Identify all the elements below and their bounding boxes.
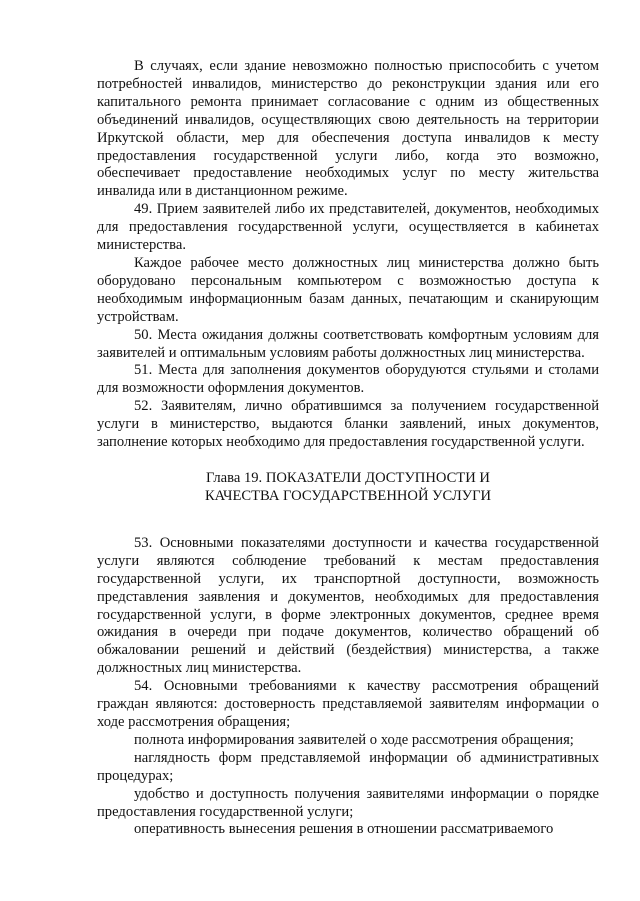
paragraph-building-adaptation: В случаях, если здание невозможно полностью приспособить с учетом потребностей инвалидов, министерство до реконструкции здания или его капитального ремонта принимает согласование с одним из общественных объединений инвалидов, осуществляющих свою деятельность на территории Иркутской области, мер для обеспечения доступа инвалидов к месту предоставления государственной услуги либо, когда это возможно, обеспечивает предоставление необходимых услуг по месту жительства инвалида или в дистанционном режиме. [97,58,599,200]
paragraph-52: 52. Заявителям, лично обратившимся за получением государственной услуги в министерство, выдаются бланки заявлений, иных документов, заполнение которых необходимо для предоставления государственной услуги. [97,398,599,451]
paragraph-51: 51. Места для заполнения документов оборудуются стульями и столами для возможности оформления документов. [97,362,599,397]
chapter-heading-line-2: КАЧЕСТВА ГОСУДАРСТВЕННОЙ УСЛУГИ [204,487,492,504]
list-item-efficiency: оперативность вынесения решения в отношении рассматриваемого [134,821,554,838]
chapter-heading [97,469,599,505]
document-page [97,58,599,839]
paragraph-workplace: Каждое рабочее место должностных лиц министерства должно быть оборудовано персональным компьютером с возможностью доступа к необходимым информационным базам данных, печатающим и сканирующим устройствам. [97,254,599,325]
list-item-convenience: удобство и доступность получения заявителями информации о порядке предоставления государственной услуги; [97,785,599,820]
paragraph-50: 50. Места ожидания должны соответствовать комфортным условиям для заявителей и оптимальным условиям работы должностных лиц министерства. [97,326,599,361]
list-item-completeness: полнота информирования заявителей о ходе рассмотрения обращения; [134,731,574,748]
list-item-clarity: наглядность форм представляемой информации об административных процедурах; [97,749,599,784]
chapter-heading-line-1: Глава 19. ПОКАЗАТЕЛИ ДОСТУПНОСТИ И [206,469,490,486]
paragraph-54: 54. Основными требованиями к качеству рассмотрения обращений граждан являются: достоверность представляемой заявителям информации о ходе рассмотрения обращения; [97,678,599,730]
paragraph-49: 49. Прием заявителей либо их представителей, документов, необходимых для предоставления государственной услуги, осуществляется в кабинетах министерства. [97,201,599,254]
paragraph-53: 53. Основными показателями доступности и качества государственной услуги являются соблюдение требований к местам предоставления государственной услуги, их транспортной доступности, возможность представления заявления и документов, необходимых для предоставления государственной услуги, в форме электронных документов, среднее время ожидания в очереди при подаче документов, количество обращений об обжаловании решений и действий (бездействия) министерства, а также должностных лиц министерства. [97,534,599,677]
